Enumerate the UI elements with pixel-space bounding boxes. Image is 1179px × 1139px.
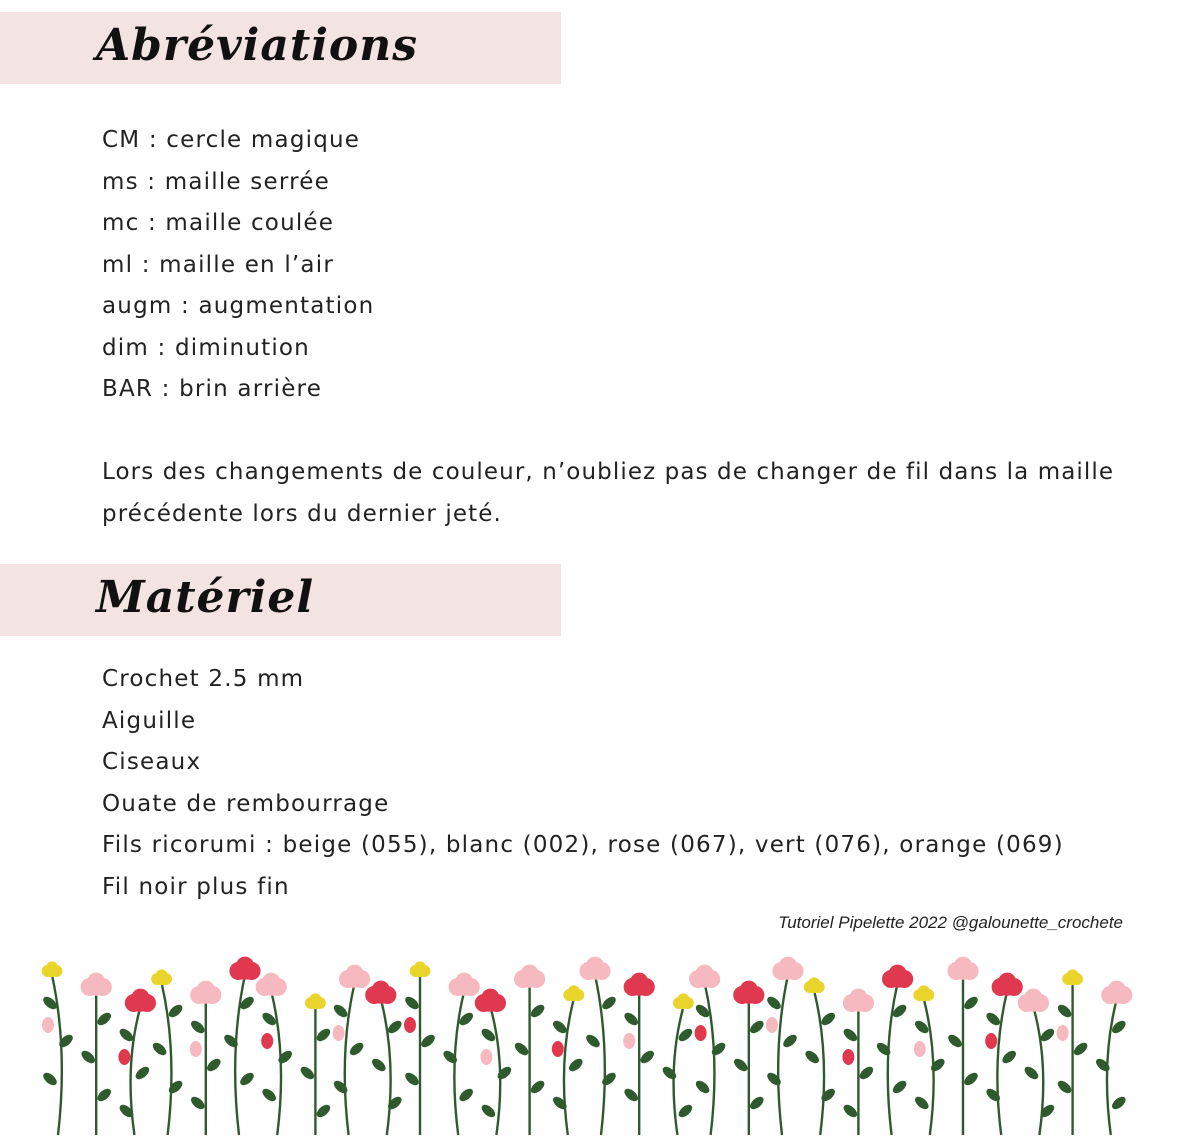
materials-title: Matériel bbox=[96, 572, 315, 623]
material-item: Ouate de rembourrage bbox=[102, 790, 390, 817]
flower bbox=[841, 989, 875, 1135]
flower bbox=[332, 965, 371, 1135]
material-item: Ciseaux bbox=[102, 749, 202, 775]
abbreviation-item: mc : maille coulée bbox=[102, 210, 335, 236]
flower bbox=[946, 957, 980, 1135]
flower bbox=[79, 973, 113, 1135]
flower bbox=[732, 981, 766, 1135]
abbreviation-item: augm : augmentation bbox=[102, 293, 375, 319]
credit-text: Tutoriel Pipelette 2022 @galounette_crochete bbox=[778, 913, 1123, 932]
flower bbox=[1094, 981, 1133, 1135]
abbreviation-item: BAR : brin arrière bbox=[102, 376, 323, 402]
abbreviation-item: ms : maille serrée bbox=[102, 168, 330, 195]
flower bbox=[117, 989, 156, 1135]
abbreviations-title: Abréviations bbox=[96, 20, 419, 71]
abbreviation-item: ml : maille en l’air bbox=[102, 251, 334, 278]
flower bbox=[189, 981, 223, 1135]
flower bbox=[660, 993, 694, 1135]
flower bbox=[403, 961, 437, 1135]
flower bbox=[441, 973, 480, 1135]
material-item: Fil noir plus fin bbox=[102, 873, 290, 900]
flower bbox=[875, 965, 914, 1135]
flower bbox=[222, 957, 261, 1135]
materials-header-band bbox=[0, 564, 561, 636]
flower bbox=[765, 957, 804, 1135]
flower bbox=[551, 985, 585, 1135]
flower bbox=[298, 993, 332, 1135]
flower bbox=[1018, 989, 1057, 1135]
material-item: Crochet 2.5 mm bbox=[102, 666, 305, 692]
flower bbox=[984, 973, 1023, 1135]
color-change-note: Lors des changements de couleur, n’oubliez pas de changer de fil dans la maille précédente lors du dernier jeté. bbox=[102, 459, 1115, 527]
abbreviation-item: CM : cercle magique bbox=[102, 127, 361, 153]
flower bbox=[365, 981, 404, 1135]
flower-border-illustration bbox=[0, 945, 1179, 1139]
flower bbox=[803, 977, 837, 1135]
flower bbox=[1056, 969, 1090, 1135]
materials-list bbox=[102, 659, 1064, 908]
abbreviation-item: dim : diminution bbox=[102, 334, 310, 361]
flower bbox=[689, 965, 728, 1135]
abbreviations-list bbox=[102, 120, 374, 411]
flower bbox=[475, 989, 514, 1135]
flower bbox=[256, 973, 295, 1135]
material-item: Fils ricorumi : beige (055), blanc (002), rose (067), vert (076), orange (069) bbox=[102, 832, 1064, 858]
flower bbox=[513, 965, 547, 1135]
flower bbox=[913, 985, 947, 1135]
flower bbox=[579, 957, 618, 1135]
abbreviations-header-band bbox=[0, 12, 561, 84]
flower bbox=[41, 961, 75, 1135]
flower bbox=[151, 969, 185, 1135]
flower bbox=[622, 973, 656, 1135]
material-item: Aiguille bbox=[102, 707, 197, 734]
